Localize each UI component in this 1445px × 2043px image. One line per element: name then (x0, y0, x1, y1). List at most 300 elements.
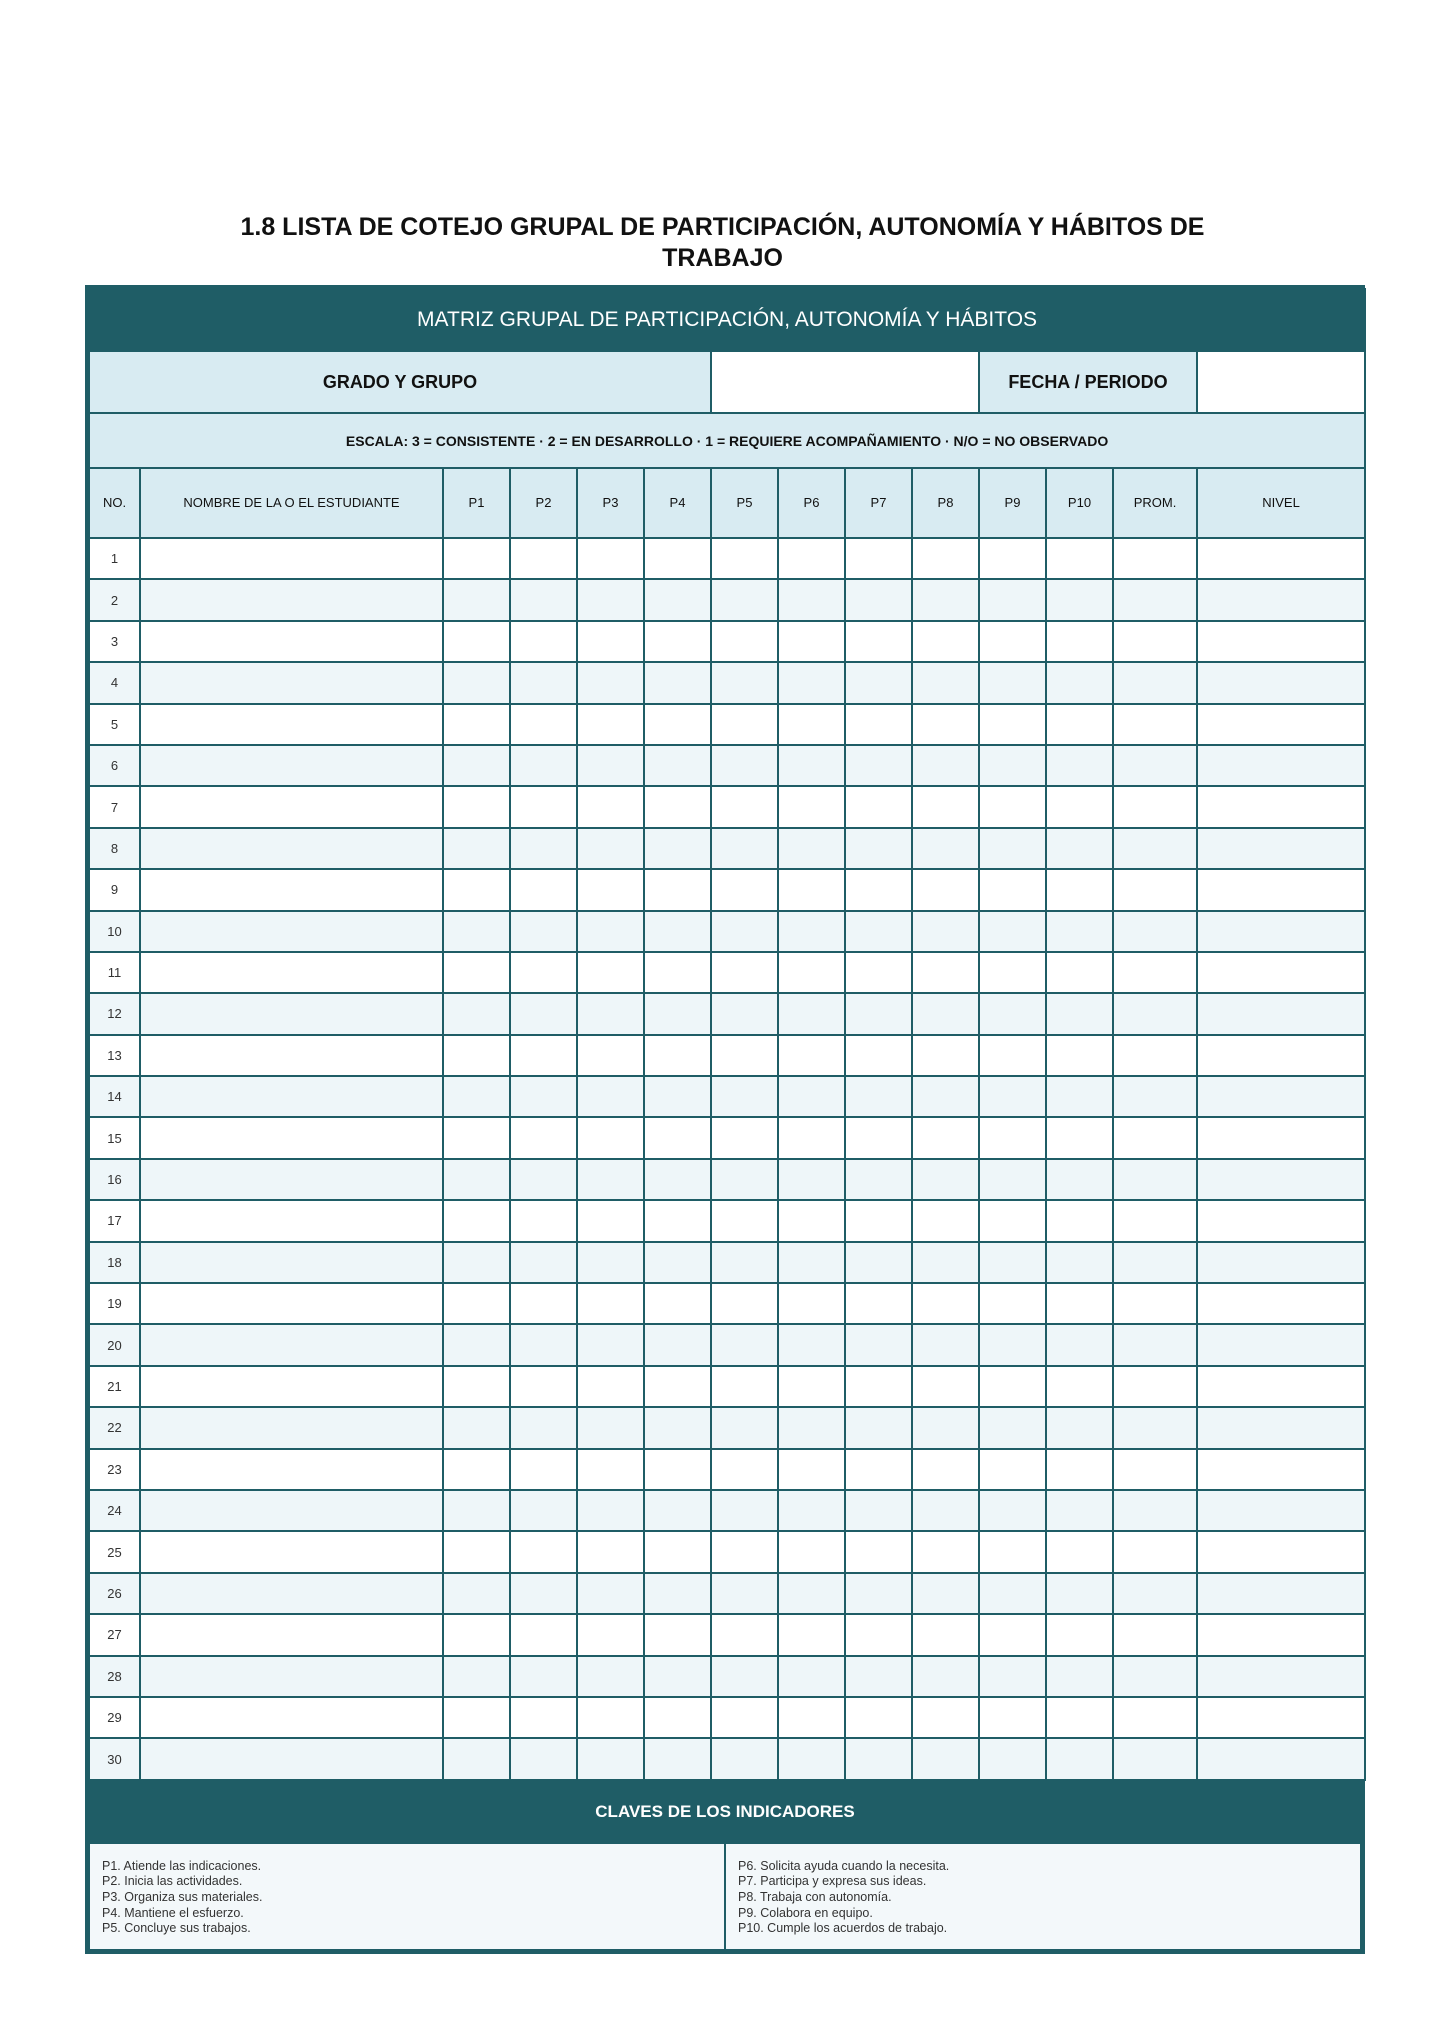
score-cell[interactable] (1197, 1366, 1365, 1407)
score-cell[interactable] (1113, 1407, 1197, 1448)
score-cell[interactable] (1113, 1697, 1197, 1738)
score-cell[interactable] (577, 786, 644, 827)
score-cell[interactable] (1197, 1490, 1365, 1531)
score-cell[interactable] (778, 1531, 845, 1572)
score-cell[interactable] (644, 911, 711, 952)
student-name-cell[interactable] (140, 1242, 443, 1283)
student-name-cell[interactable] (140, 1366, 443, 1407)
score-cell[interactable] (979, 1035, 1046, 1076)
score-cell[interactable] (443, 1656, 510, 1697)
score-cell[interactable] (577, 1614, 644, 1655)
score-cell[interactable] (778, 579, 845, 620)
score-cell[interactable] (845, 1573, 912, 1614)
score-cell[interactable] (443, 662, 510, 703)
score-cell[interactable] (644, 1035, 711, 1076)
score-cell[interactable] (912, 1366, 979, 1407)
score-cell[interactable] (443, 1324, 510, 1365)
score-cell[interactable] (711, 911, 778, 952)
score-cell[interactable] (510, 745, 577, 786)
score-cell[interactable] (711, 1449, 778, 1490)
score-cell[interactable] (1197, 704, 1365, 745)
score-cell[interactable] (778, 1573, 845, 1614)
score-cell[interactable] (1113, 1283, 1197, 1324)
score-cell[interactable] (778, 1242, 845, 1283)
score-cell[interactable] (1113, 1035, 1197, 1076)
student-name-cell[interactable] (140, 1324, 443, 1365)
score-cell[interactable] (443, 1449, 510, 1490)
score-cell[interactable] (1197, 1656, 1365, 1697)
score-cell[interactable] (979, 1490, 1046, 1531)
score-cell[interactable] (443, 579, 510, 620)
score-cell[interactable] (510, 579, 577, 620)
score-cell[interactable] (711, 1242, 778, 1283)
score-cell[interactable] (1197, 786, 1365, 827)
score-cell[interactable] (644, 1656, 711, 1697)
score-cell[interactable] (778, 1697, 845, 1738)
score-cell[interactable] (1046, 1035, 1113, 1076)
score-cell[interactable] (912, 869, 979, 910)
score-cell[interactable] (778, 1076, 845, 1117)
score-cell[interactable] (510, 786, 577, 827)
score-cell[interactable] (711, 621, 778, 662)
score-cell[interactable] (577, 1449, 644, 1490)
score-cell[interactable] (845, 621, 912, 662)
score-cell[interactable] (1197, 952, 1365, 993)
score-cell[interactable] (711, 745, 778, 786)
score-cell[interactable] (845, 1035, 912, 1076)
score-cell[interactable] (979, 1531, 1046, 1572)
score-cell[interactable] (1046, 1159, 1113, 1200)
score-cell[interactable] (1197, 1614, 1365, 1655)
score-cell[interactable] (510, 952, 577, 993)
score-cell[interactable] (510, 869, 577, 910)
score-cell[interactable] (1113, 1656, 1197, 1697)
score-cell[interactable] (1113, 1200, 1197, 1241)
score-cell[interactable] (577, 1035, 644, 1076)
score-cell[interactable] (1046, 1614, 1113, 1655)
score-cell[interactable] (845, 1366, 912, 1407)
score-cell[interactable] (644, 869, 711, 910)
score-cell[interactable] (845, 993, 912, 1034)
score-cell[interactable] (711, 1159, 778, 1200)
score-cell[interactable] (912, 911, 979, 952)
student-name-cell[interactable] (140, 538, 443, 579)
score-cell[interactable] (1197, 1738, 1365, 1779)
score-cell[interactable] (644, 1449, 711, 1490)
student-name-cell[interactable] (140, 1697, 443, 1738)
score-cell[interactable] (1113, 1614, 1197, 1655)
score-cell[interactable] (1046, 1242, 1113, 1283)
score-cell[interactable] (845, 1738, 912, 1779)
score-cell[interactable] (912, 621, 979, 662)
score-cell[interactable] (778, 1656, 845, 1697)
score-cell[interactable] (1113, 1490, 1197, 1531)
score-cell[interactable] (979, 538, 1046, 579)
score-cell[interactable] (510, 1035, 577, 1076)
score-cell[interactable] (1113, 1449, 1197, 1490)
score-cell[interactable] (912, 745, 979, 786)
score-cell[interactable] (644, 1159, 711, 1200)
score-cell[interactable] (711, 662, 778, 703)
score-cell[interactable] (778, 828, 845, 869)
score-cell[interactable] (1197, 1531, 1365, 1572)
score-cell[interactable] (912, 1035, 979, 1076)
score-cell[interactable] (510, 911, 577, 952)
score-cell[interactable] (577, 869, 644, 910)
score-cell[interactable] (577, 1697, 644, 1738)
score-cell[interactable] (443, 1200, 510, 1241)
score-cell[interactable] (1113, 1366, 1197, 1407)
score-cell[interactable] (1197, 538, 1365, 579)
score-cell[interactable] (1046, 1117, 1113, 1158)
score-cell[interactable] (1113, 993, 1197, 1034)
student-name-cell[interactable] (140, 1656, 443, 1697)
score-cell[interactable] (644, 704, 711, 745)
score-cell[interactable] (845, 911, 912, 952)
score-cell[interactable] (577, 1407, 644, 1448)
score-cell[interactable] (979, 1738, 1046, 1779)
score-cell[interactable] (778, 1366, 845, 1407)
score-cell[interactable] (1113, 1738, 1197, 1779)
score-cell[interactable] (979, 1697, 1046, 1738)
score-cell[interactable] (510, 538, 577, 579)
score-cell[interactable] (845, 869, 912, 910)
score-cell[interactable] (845, 704, 912, 745)
score-cell[interactable] (711, 828, 778, 869)
score-cell[interactable] (912, 1573, 979, 1614)
score-cell[interactable] (577, 1117, 644, 1158)
score-cell[interactable] (845, 1614, 912, 1655)
score-cell[interactable] (644, 579, 711, 620)
score-cell[interactable] (577, 952, 644, 993)
score-cell[interactable] (912, 828, 979, 869)
score-cell[interactable] (577, 1200, 644, 1241)
score-cell[interactable] (778, 952, 845, 993)
score-cell[interactable] (443, 1366, 510, 1407)
score-cell[interactable] (778, 869, 845, 910)
score-cell[interactable] (979, 1366, 1046, 1407)
score-cell[interactable] (845, 952, 912, 993)
score-cell[interactable] (711, 1200, 778, 1241)
student-name-cell[interactable] (140, 1076, 443, 1117)
score-cell[interactable] (443, 745, 510, 786)
score-cell[interactable] (644, 1076, 711, 1117)
score-cell[interactable] (1113, 828, 1197, 869)
score-cell[interactable] (845, 1283, 912, 1324)
score-cell[interactable] (979, 1117, 1046, 1158)
score-cell[interactable] (845, 1076, 912, 1117)
score-cell[interactable] (778, 1324, 845, 1365)
score-cell[interactable] (979, 1242, 1046, 1283)
score-cell[interactable] (577, 1242, 644, 1283)
score-cell[interactable] (778, 1200, 845, 1241)
score-cell[interactable] (711, 1324, 778, 1365)
score-cell[interactable] (1113, 662, 1197, 703)
score-cell[interactable] (912, 786, 979, 827)
score-cell[interactable] (510, 1531, 577, 1572)
score-cell[interactable] (644, 1407, 711, 1448)
score-cell[interactable] (912, 1200, 979, 1241)
score-cell[interactable] (510, 1656, 577, 1697)
score-cell[interactable] (1113, 745, 1197, 786)
score-cell[interactable] (510, 1117, 577, 1158)
score-cell[interactable] (577, 1324, 644, 1365)
score-cell[interactable] (510, 1449, 577, 1490)
score-cell[interactable] (1046, 828, 1113, 869)
score-cell[interactable] (979, 1614, 1046, 1655)
score-cell[interactable] (1197, 1283, 1365, 1324)
score-cell[interactable] (577, 1366, 644, 1407)
score-cell[interactable] (644, 1324, 711, 1365)
score-cell[interactable] (778, 1159, 845, 1200)
score-cell[interactable] (577, 993, 644, 1034)
score-cell[interactable] (443, 1490, 510, 1531)
score-cell[interactable] (577, 911, 644, 952)
student-name-cell[interactable] (140, 745, 443, 786)
score-cell[interactable] (845, 1242, 912, 1283)
score-cell[interactable] (510, 1614, 577, 1655)
score-cell[interactable] (1046, 1738, 1113, 1779)
score-cell[interactable] (979, 828, 1046, 869)
score-cell[interactable] (1197, 1242, 1365, 1283)
score-cell[interactable] (979, 1283, 1046, 1324)
score-cell[interactable] (510, 1283, 577, 1324)
score-cell[interactable] (644, 1242, 711, 1283)
score-cell[interactable] (778, 786, 845, 827)
score-cell[interactable] (979, 1159, 1046, 1200)
score-cell[interactable] (912, 1242, 979, 1283)
score-cell[interactable] (443, 1614, 510, 1655)
student-name-cell[interactable] (140, 828, 443, 869)
score-cell[interactable] (845, 1407, 912, 1448)
score-cell[interactable] (912, 952, 979, 993)
score-cell[interactable] (1046, 1283, 1113, 1324)
score-cell[interactable] (912, 1614, 979, 1655)
score-cell[interactable] (845, 828, 912, 869)
score-cell[interactable] (644, 1117, 711, 1158)
score-cell[interactable] (510, 993, 577, 1034)
score-cell[interactable] (912, 1449, 979, 1490)
score-cell[interactable] (845, 662, 912, 703)
score-cell[interactable] (644, 1738, 711, 1779)
score-cell[interactable] (845, 1324, 912, 1365)
score-cell[interactable] (1046, 538, 1113, 579)
score-cell[interactable] (711, 579, 778, 620)
score-cell[interactable] (1046, 1076, 1113, 1117)
score-cell[interactable] (1197, 1117, 1365, 1158)
score-cell[interactable] (1113, 1159, 1197, 1200)
score-cell[interactable] (443, 538, 510, 579)
score-cell[interactable] (577, 745, 644, 786)
score-cell[interactable] (1046, 1200, 1113, 1241)
student-name-cell[interactable] (140, 1407, 443, 1448)
score-cell[interactable] (443, 1738, 510, 1779)
score-cell[interactable] (1197, 1407, 1365, 1448)
score-cell[interactable] (1197, 745, 1365, 786)
score-cell[interactable] (1046, 1407, 1113, 1448)
score-cell[interactable] (979, 993, 1046, 1034)
score-cell[interactable] (510, 1076, 577, 1117)
score-cell[interactable] (1197, 993, 1365, 1034)
student-name-cell[interactable] (140, 621, 443, 662)
score-cell[interactable] (443, 911, 510, 952)
score-cell[interactable] (577, 662, 644, 703)
student-name-cell[interactable] (140, 1449, 443, 1490)
score-cell[interactable] (711, 1035, 778, 1076)
score-cell[interactable] (443, 1076, 510, 1117)
score-cell[interactable] (711, 952, 778, 993)
score-cell[interactable] (1197, 1159, 1365, 1200)
score-cell[interactable] (577, 1656, 644, 1697)
score-cell[interactable] (644, 1614, 711, 1655)
score-cell[interactable] (1046, 911, 1113, 952)
score-cell[interactable] (912, 993, 979, 1034)
score-cell[interactable] (778, 1117, 845, 1158)
score-cell[interactable] (510, 1490, 577, 1531)
score-cell[interactable] (577, 1573, 644, 1614)
score-cell[interactable] (1197, 1035, 1365, 1076)
score-cell[interactable] (711, 1076, 778, 1117)
score-cell[interactable] (510, 1200, 577, 1241)
score-cell[interactable] (778, 1407, 845, 1448)
student-name-cell[interactable] (140, 952, 443, 993)
score-cell[interactable] (1113, 1117, 1197, 1158)
score-cell[interactable] (979, 745, 1046, 786)
score-cell[interactable] (644, 1366, 711, 1407)
score-cell[interactable] (1046, 745, 1113, 786)
score-cell[interactable] (778, 1614, 845, 1655)
score-cell[interactable] (1113, 1573, 1197, 1614)
score-cell[interactable] (510, 662, 577, 703)
score-cell[interactable] (845, 1200, 912, 1241)
student-name-cell[interactable] (140, 786, 443, 827)
score-cell[interactable] (443, 1035, 510, 1076)
score-cell[interactable] (1046, 662, 1113, 703)
score-cell[interactable] (443, 786, 510, 827)
score-cell[interactable] (912, 1324, 979, 1365)
score-cell[interactable] (577, 1283, 644, 1324)
score-cell[interactable] (778, 704, 845, 745)
score-cell[interactable] (510, 1242, 577, 1283)
score-cell[interactable] (644, 662, 711, 703)
score-cell[interactable] (912, 1697, 979, 1738)
score-cell[interactable] (845, 1117, 912, 1158)
score-cell[interactable] (1197, 1573, 1365, 1614)
score-cell[interactable] (979, 911, 1046, 952)
score-cell[interactable] (778, 538, 845, 579)
score-cell[interactable] (443, 1242, 510, 1283)
score-cell[interactable] (845, 579, 912, 620)
score-cell[interactable] (577, 621, 644, 662)
score-cell[interactable] (1197, 869, 1365, 910)
score-cell[interactable] (644, 1490, 711, 1531)
score-cell[interactable] (510, 1366, 577, 1407)
score-cell[interactable] (443, 1283, 510, 1324)
score-cell[interactable] (644, 1283, 711, 1324)
score-cell[interactable] (577, 1490, 644, 1531)
student-name-cell[interactable] (140, 1490, 443, 1531)
score-cell[interactable] (644, 1697, 711, 1738)
score-cell[interactable] (778, 1738, 845, 1779)
score-cell[interactable] (1113, 1242, 1197, 1283)
score-cell[interactable] (577, 1159, 644, 1200)
score-cell[interactable] (912, 704, 979, 745)
score-cell[interactable] (1046, 1573, 1113, 1614)
score-cell[interactable] (979, 786, 1046, 827)
score-cell[interactable] (711, 538, 778, 579)
score-cell[interactable] (1046, 1656, 1113, 1697)
score-cell[interactable] (711, 704, 778, 745)
score-cell[interactable] (979, 1656, 1046, 1697)
score-cell[interactable] (845, 1697, 912, 1738)
score-cell[interactable] (845, 786, 912, 827)
score-cell[interactable] (912, 1117, 979, 1158)
date-period-field[interactable] (1197, 351, 1365, 413)
student-name-cell[interactable] (140, 579, 443, 620)
score-cell[interactable] (1197, 579, 1365, 620)
student-name-cell[interactable] (140, 704, 443, 745)
score-cell[interactable] (1197, 621, 1365, 662)
score-cell[interactable] (443, 1697, 510, 1738)
score-cell[interactable] (1197, 1449, 1365, 1490)
score-cell[interactable] (979, 1449, 1046, 1490)
score-cell[interactable] (510, 704, 577, 745)
score-cell[interactable] (979, 1076, 1046, 1117)
score-cell[interactable] (644, 786, 711, 827)
score-cell[interactable] (644, 1573, 711, 1614)
score-cell[interactable] (443, 1117, 510, 1158)
student-name-cell[interactable] (140, 1738, 443, 1779)
score-cell[interactable] (778, 1283, 845, 1324)
score-cell[interactable] (443, 869, 510, 910)
score-cell[interactable] (577, 1076, 644, 1117)
score-cell[interactable] (1046, 786, 1113, 827)
score-cell[interactable] (979, 1407, 1046, 1448)
score-cell[interactable] (1197, 1324, 1365, 1365)
score-cell[interactable] (979, 1324, 1046, 1365)
score-cell[interactable] (979, 1200, 1046, 1241)
score-cell[interactable] (778, 1035, 845, 1076)
score-cell[interactable] (1197, 828, 1365, 869)
score-cell[interactable] (845, 1490, 912, 1531)
score-cell[interactable] (1113, 704, 1197, 745)
score-cell[interactable] (1046, 952, 1113, 993)
score-cell[interactable] (577, 579, 644, 620)
score-cell[interactable] (443, 993, 510, 1034)
score-cell[interactable] (711, 1656, 778, 1697)
score-cell[interactable] (979, 662, 1046, 703)
score-cell[interactable] (778, 993, 845, 1034)
score-cell[interactable] (845, 1656, 912, 1697)
score-cell[interactable] (845, 1159, 912, 1200)
score-cell[interactable] (577, 538, 644, 579)
score-cell[interactable] (979, 869, 1046, 910)
score-cell[interactable] (711, 993, 778, 1034)
score-cell[interactable] (510, 1159, 577, 1200)
score-cell[interactable] (443, 1573, 510, 1614)
score-cell[interactable] (1046, 1324, 1113, 1365)
score-cell[interactable] (510, 1407, 577, 1448)
score-cell[interactable] (778, 662, 845, 703)
student-name-cell[interactable] (140, 1283, 443, 1324)
score-cell[interactable] (443, 1159, 510, 1200)
score-cell[interactable] (577, 828, 644, 869)
score-cell[interactable] (711, 1573, 778, 1614)
score-cell[interactable] (644, 993, 711, 1034)
score-cell[interactable] (912, 662, 979, 703)
score-cell[interactable] (845, 1449, 912, 1490)
score-cell[interactable] (845, 745, 912, 786)
